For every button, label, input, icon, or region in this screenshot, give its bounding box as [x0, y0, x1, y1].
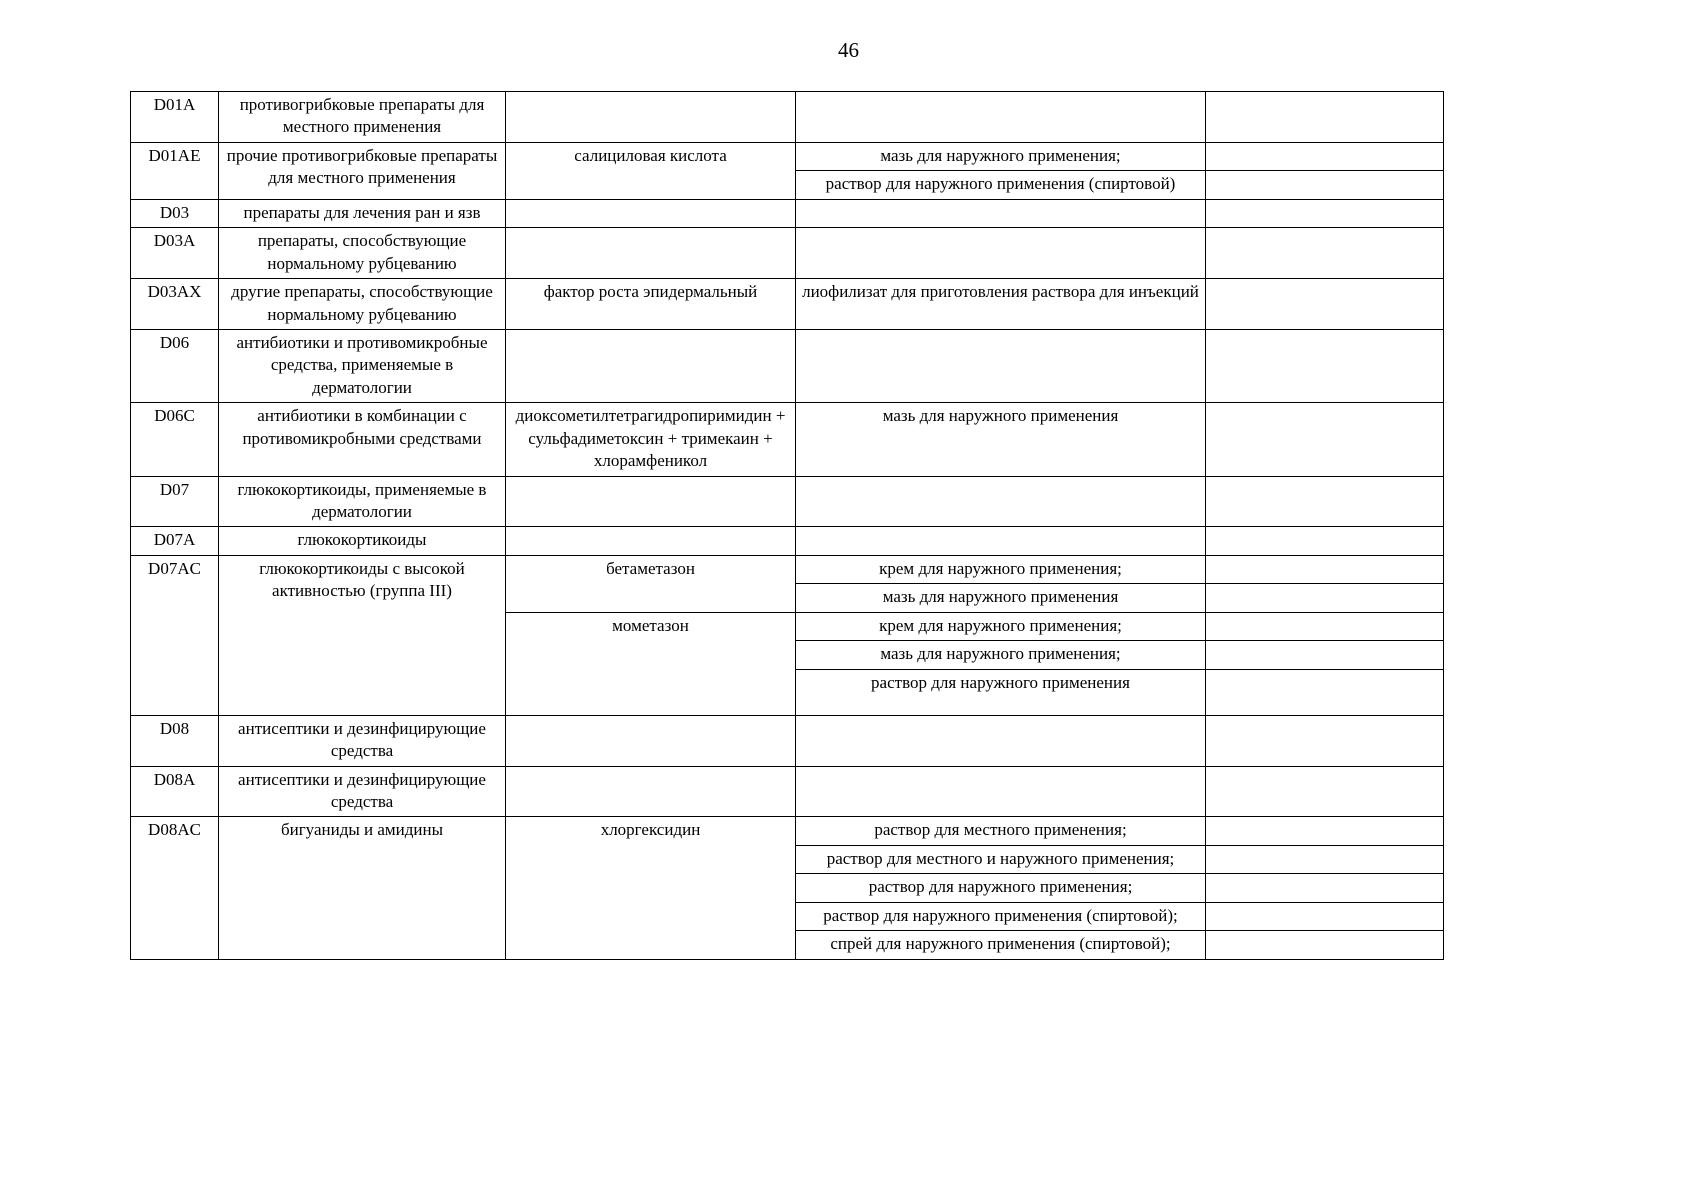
cell-group-name: препараты, способствующие нормальному рубцеванию [219, 228, 506, 279]
cell-note [1206, 845, 1444, 873]
cell-substance: мометазон [506, 612, 796, 715]
cell-form: раствор для местного применения; [796, 817, 1206, 845]
cell-form: раствор для наружного применения (спиртовой); [796, 902, 1206, 930]
cell-substance [506, 329, 796, 402]
cell-substance: салициловая кислота [506, 142, 796, 199]
cell-form: мазь для наружного применения; [796, 142, 1206, 170]
cell-substance: фактор роста эпидермальный [506, 279, 796, 330]
cell-code: D01A [131, 92, 219, 143]
cell-form: раствор для наружного применения; [796, 874, 1206, 902]
table-row [131, 92, 1444, 143]
cell-group-name: антисептики и дезинфицирующие средства [219, 766, 506, 817]
table-row [131, 766, 1444, 817]
table-row [131, 527, 1444, 555]
table-row [131, 403, 1444, 476]
cell-form [796, 199, 1206, 227]
table-row [131, 476, 1444, 527]
cell-group-name: другие препараты, способствующие нормальному рубцеванию [219, 279, 506, 330]
cell-code: D03 [131, 199, 219, 227]
cell-note [1206, 931, 1444, 959]
cell-substance [506, 766, 796, 817]
cell-code: D01AE [131, 142, 219, 199]
cell-note [1206, 641, 1444, 669]
cell-note [1206, 612, 1444, 640]
cell-group-name: антисептики и дезинфицирующие средства [219, 715, 506, 766]
cell-group-name: противогрибковые препараты для местного применения [219, 92, 506, 143]
cell-note [1206, 142, 1444, 170]
cell-form: спрей для наружного применения (спиртовой); [796, 931, 1206, 959]
cell-substance [506, 92, 796, 143]
cell-substance: диоксометилтетрагидропиримидин + сульфадиметоксин + тримекаин + хлорамфеникол [506, 403, 796, 476]
table-row [131, 142, 1444, 170]
cell-note [1206, 584, 1444, 612]
table-row [131, 555, 1444, 583]
cell-form: раствор для наружного применения (спиртовой) [796, 171, 1206, 199]
cell-substance [506, 715, 796, 766]
table-row [131, 329, 1444, 402]
atc-classification-table [130, 91, 1444, 960]
cell-form [796, 92, 1206, 143]
cell-form: мазь для наружного применения [796, 584, 1206, 612]
cell-note [1206, 766, 1444, 817]
cell-note [1206, 199, 1444, 227]
cell-substance [506, 199, 796, 227]
cell-substance [506, 527, 796, 555]
cell-note [1206, 527, 1444, 555]
cell-group-name: глюкокортикоиды с высокой активностью (группа III) [219, 555, 506, 715]
cell-form [796, 228, 1206, 279]
table-row [131, 228, 1444, 279]
cell-group-name: препараты для лечения ран и язв [219, 199, 506, 227]
table-row [131, 199, 1444, 227]
cell-note [1206, 669, 1444, 715]
cell-code: D06C [131, 403, 219, 476]
cell-form [796, 527, 1206, 555]
cell-note [1206, 279, 1444, 330]
cell-code: D07 [131, 476, 219, 527]
cell-form: крем для наружного применения; [796, 555, 1206, 583]
cell-note [1206, 403, 1444, 476]
cell-form: лиофилизат для приготовления раствора для инъекций [796, 279, 1206, 330]
cell-substance [506, 476, 796, 527]
cell-form: раствор для местного и наружного применения; [796, 845, 1206, 873]
cell-substance: бетаметазон [506, 555, 796, 612]
cell-note [1206, 92, 1444, 143]
cell-form: крем для наружного применения; [796, 612, 1206, 640]
cell-code: D06 [131, 329, 219, 402]
cell-note [1206, 902, 1444, 930]
cell-code: D07A [131, 527, 219, 555]
table-row [131, 817, 1444, 845]
cell-form [796, 329, 1206, 402]
cell-code: D08A [131, 766, 219, 817]
cell-form [796, 476, 1206, 527]
cell-note [1206, 817, 1444, 845]
table-row [131, 279, 1444, 330]
cell-code: D08AC [131, 817, 219, 959]
cell-note [1206, 476, 1444, 527]
cell-group-name: бигуаниды и амидины [219, 817, 506, 959]
cell-form: мазь для наружного применения [796, 403, 1206, 476]
cell-substance [506, 228, 796, 279]
cell-group-name: прочие противогрибковые препараты для местного применения [219, 142, 506, 199]
cell-note [1206, 228, 1444, 279]
cell-group-name: глюкокортикоиды, применяемые в дерматологии [219, 476, 506, 527]
table-row [131, 715, 1444, 766]
cell-code: D07AC [131, 555, 219, 715]
cell-group-name: глюкокортикоиды [219, 527, 506, 555]
cell-note [1206, 715, 1444, 766]
cell-note [1206, 555, 1444, 583]
cell-form: раствор для наружного применения [796, 669, 1206, 715]
cell-form [796, 715, 1206, 766]
cell-note [1206, 329, 1444, 402]
cell-code: D03A [131, 228, 219, 279]
cell-code: D08 [131, 715, 219, 766]
cell-note [1206, 874, 1444, 902]
cell-group-name: антибиотики и противомикробные средства, применяемые в дерматологии [219, 329, 506, 402]
cell-form: мазь для наружного применения; [796, 641, 1206, 669]
cell-note [1206, 171, 1444, 199]
cell-group-name: антибиотики в комбинации с противомикробными средствами [219, 403, 506, 476]
cell-code: D03AX [131, 279, 219, 330]
page-number: 46 [838, 38, 859, 62]
cell-substance: хлоргексидин [506, 817, 796, 959]
cell-form [796, 766, 1206, 817]
